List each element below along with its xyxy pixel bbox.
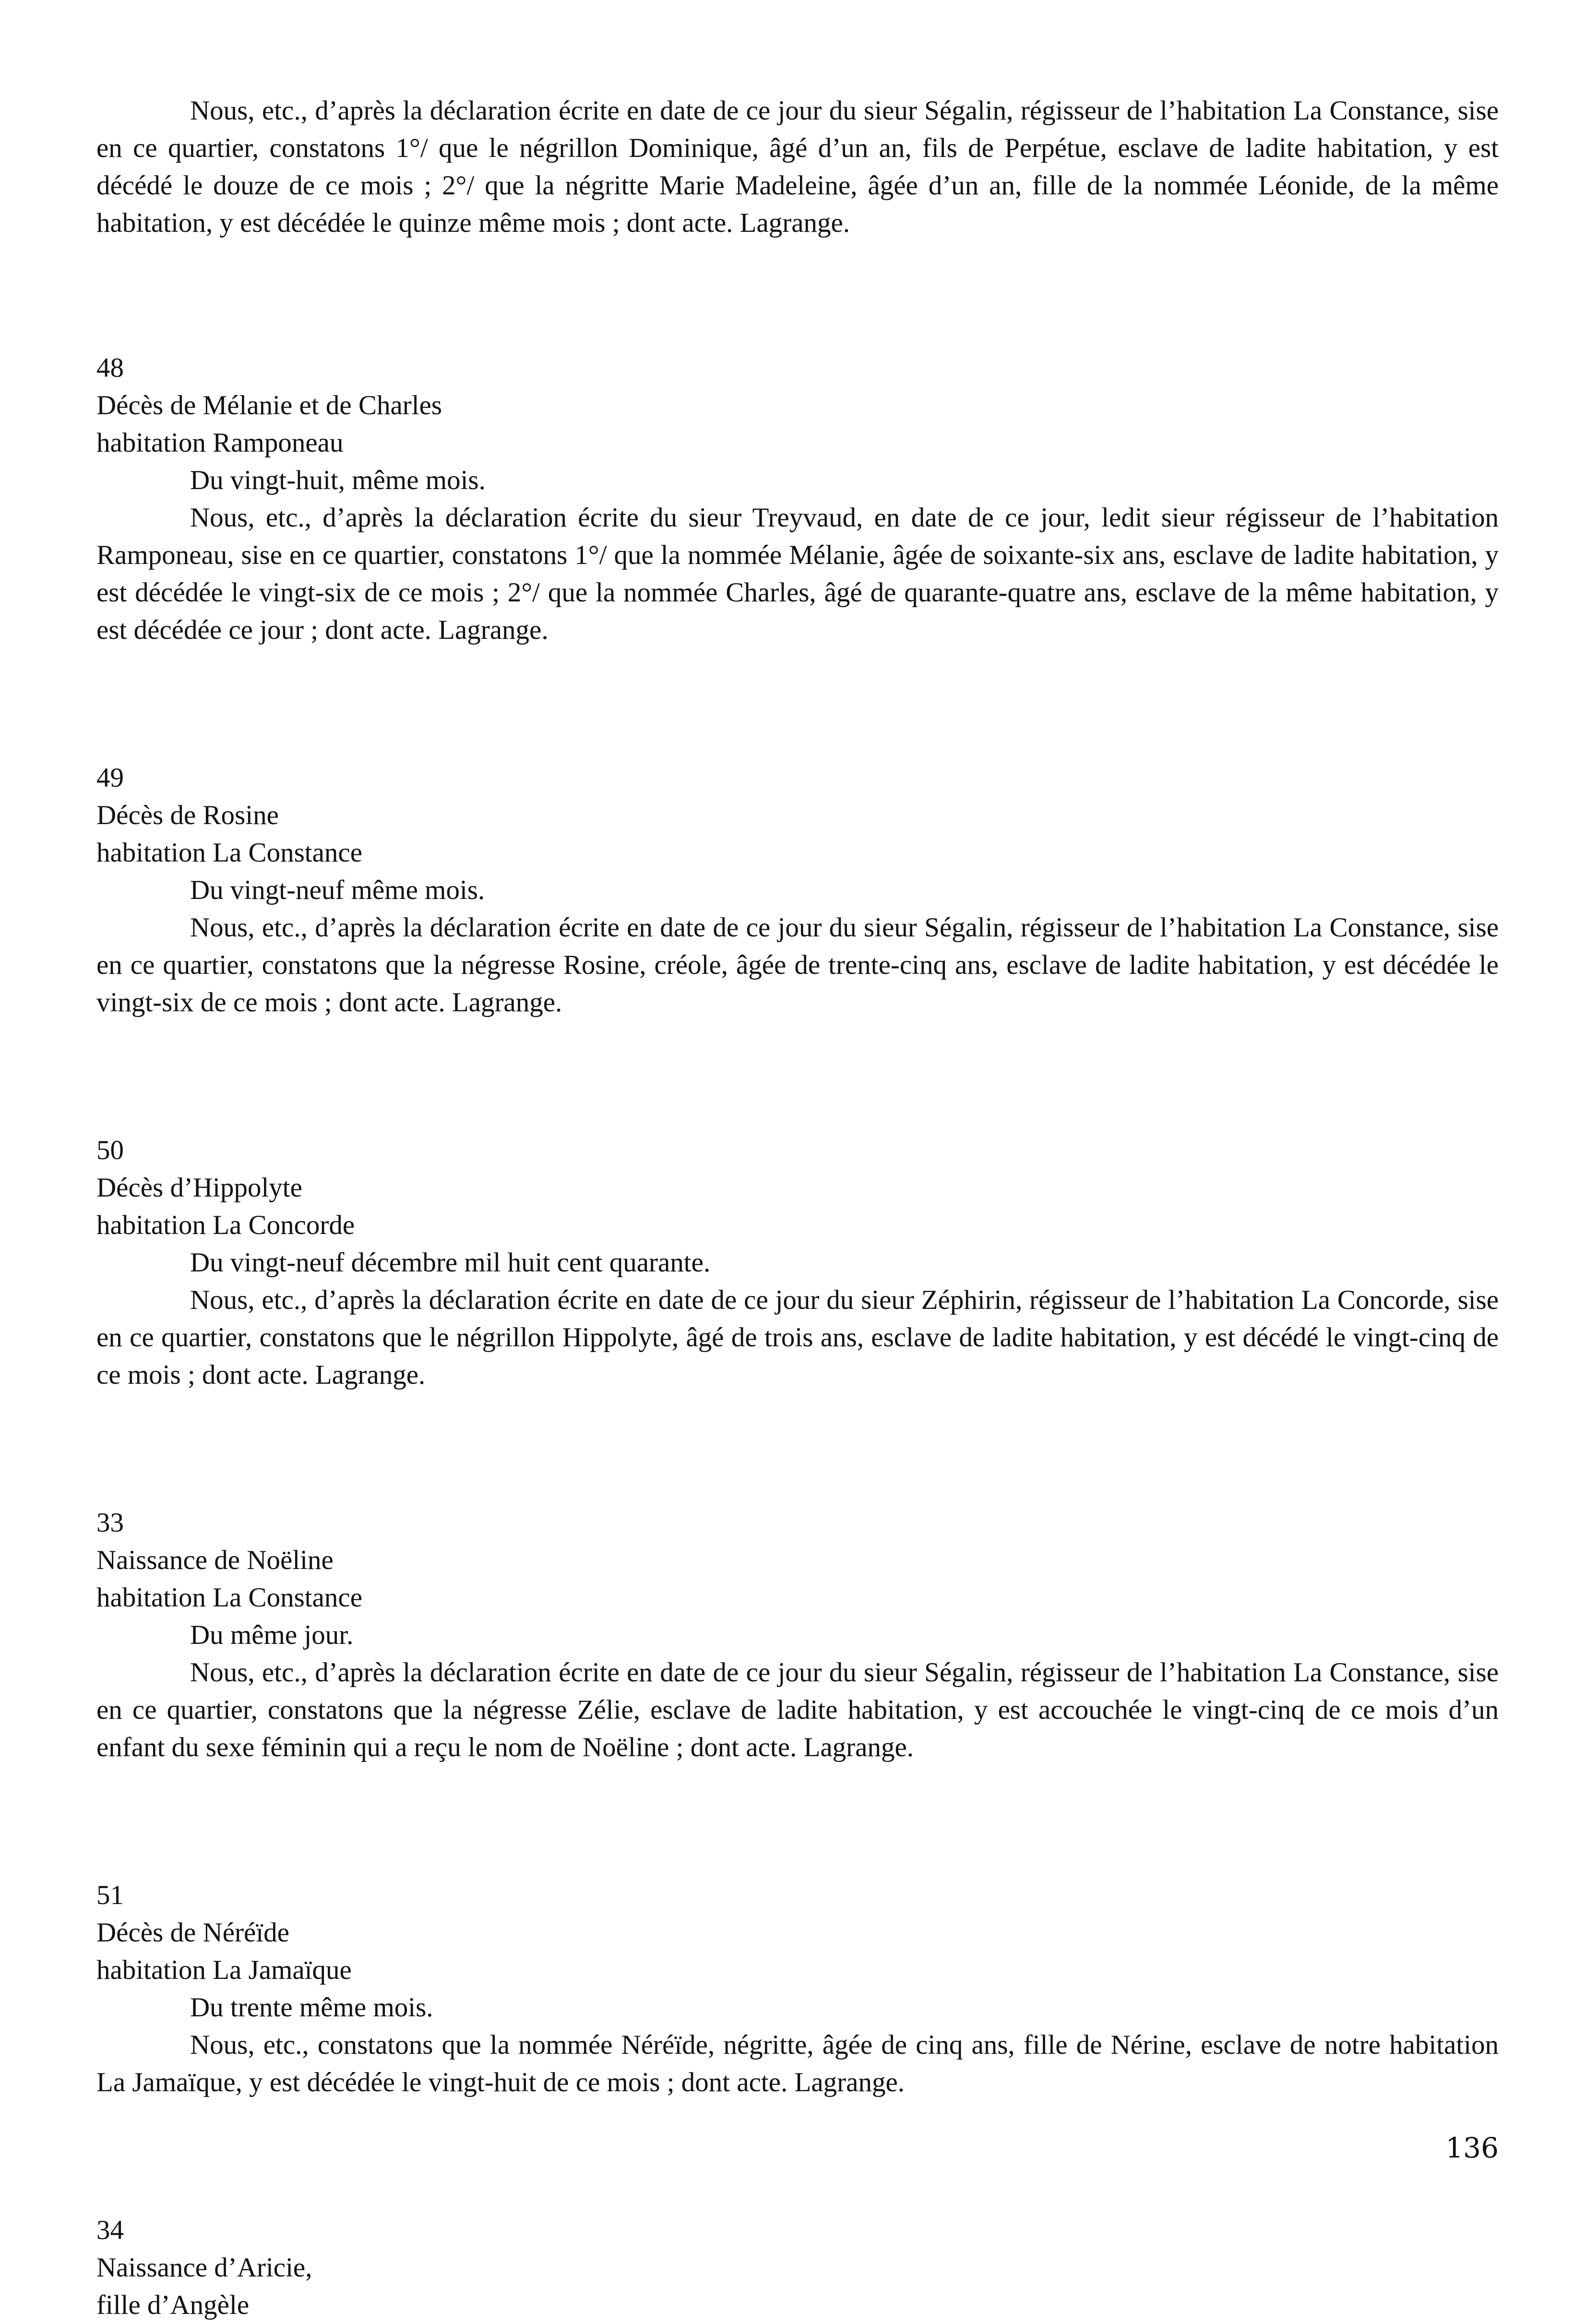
- entry-title: Décès de Mélanie et de Charles: [96, 390, 442, 420]
- entry-habitation: habitation Ramponeau: [96, 428, 344, 458]
- entry-title: Naissance de Noëline: [96, 1545, 334, 1575]
- entry-number: 49: [96, 763, 124, 793]
- entry-number: 48: [96, 353, 124, 383]
- entry-number: 33: [96, 1508, 124, 1538]
- entry-50: [96, 1132, 1499, 1394]
- entry-title: Naissance d’Aricie,: [96, 2252, 312, 2283]
- entry-date: Du vingt-neuf même mois.: [190, 875, 485, 905]
- entry-number: 51: [96, 1880, 124, 1910]
- entry-text: Nous, etc., d’après la déclaration écrite en date de ce jour du sieur Zéphirin, régisseur de l’habitation La Concorde, sise en ce quartier, constatons que le négrillon Hippolyte, âgé de trois ans, esclave de ladite habitation, y est décédé le vingt-cinq de ce mois ; dont acte. Lagrange.: [96, 1285, 1499, 1390]
- entry-text: Nous, etc., constatons que la nommée Néréïde, négritte, âgée de cinq ans, fille de Nérine, esclave de notre habitation La Jamaïque, y est décédée le vingt-huit de ce mois ; dont acte. Lagrange.: [96, 2030, 1499, 2097]
- entry-text: Nous, etc., d’après la déclaration écrite en date de ce jour du sieur Ségalin, régisseur de l’habitation La Constance, sise en ce quartier, constatons que la négresse Rosine, créole, âgée de trente-cinq ans, esclave de ladite habitation, y est décédée le vingt-six de ce mois ; dont acte. Lagrange.: [96, 912, 1499, 1018]
- entry-text: Nous, etc., d’après la déclaration écrite en date de ce jour du sieur Ségalin, régisseur de l’habitation La Constance, sise en ce quartier, constatons que la négresse Zélie, esclave de ladite habitation, y est accouchée le vingt-cinq de ce mois d’un enfant du sexe féminin qui a reçu le nom de Noëline ; dont acte. Lagrange.: [96, 1657, 1499, 1762]
- entry-date: Du trente même mois.: [190, 1992, 433, 2023]
- entry-33: [96, 1504, 1499, 1766]
- page-content: [96, 92, 1499, 2324]
- entry-date: Du même jour.: [190, 1620, 354, 1650]
- entry-subtitle: fille d’Angèle: [96, 2290, 250, 2320]
- entry-title: Décès de Néréïde: [96, 1917, 289, 1948]
- entry-habitation: habitation La Jamaïque: [96, 1955, 352, 1985]
- entry-34: [96, 2212, 1499, 2324]
- entry-49: [96, 759, 1499, 1021]
- page-number: 136: [1445, 2132, 1499, 2164]
- entry-text: Nous, etc., d’après la déclaration écrite du sieur Treyvaud, en date de ce jour, ledit sieur régisseur de l’habitation Ramponeau, sise en ce quartier, constatons 1°/ que la nommée Mélanie, âgée de soixante-six ans, esclave de ladite habitation, y est décédée le vingt-six de ce mois ; 2°/ que la nommée Charles, âgé de quarante-quatre ans, esclave de la même habitation, y est décédée ce jour ; dont acte. Lagrange.: [96, 503, 1499, 645]
- entry-48: [96, 349, 1499, 649]
- opening-entry: [96, 92, 1499, 242]
- entry-number: 50: [96, 1135, 124, 1165]
- entry-date: Du vingt-huit, même mois.: [190, 465, 486, 495]
- opening-paragraph: Nous, etc., d’après la déclaration écrite en date de ce jour du sieur Ségalin, régisseur de l’habitation La Constance, sise en ce quartier, constatons 1°/ que le négrillon Dominique, âgé d’un an, fils de Perpétue, esclave de ladite habitation, y est décédé le douze de ce mois ; 2°/ que la négritte Marie Madeleine, âgée d’un an, fille de la nommée Léonide, de la même habitation, y est décédée le quinze même mois ; dont acte. Lagrange.: [96, 96, 1499, 238]
- entry-title: Décès d’Hippolyte: [96, 1173, 302, 1203]
- entry-title: Décès de Rosine: [96, 800, 279, 830]
- entry-51: [96, 1877, 1499, 2101]
- entry-habitation: habitation La Constance: [96, 1582, 362, 1613]
- entry-number: 34: [96, 2215, 124, 2245]
- entry-habitation: habitation La Constance: [96, 838, 362, 868]
- entry-date: Du vingt-neuf décembre mil huit cent quarante.: [190, 1247, 711, 1278]
- entry-habitation: habitation La Concorde: [96, 1210, 355, 1240]
